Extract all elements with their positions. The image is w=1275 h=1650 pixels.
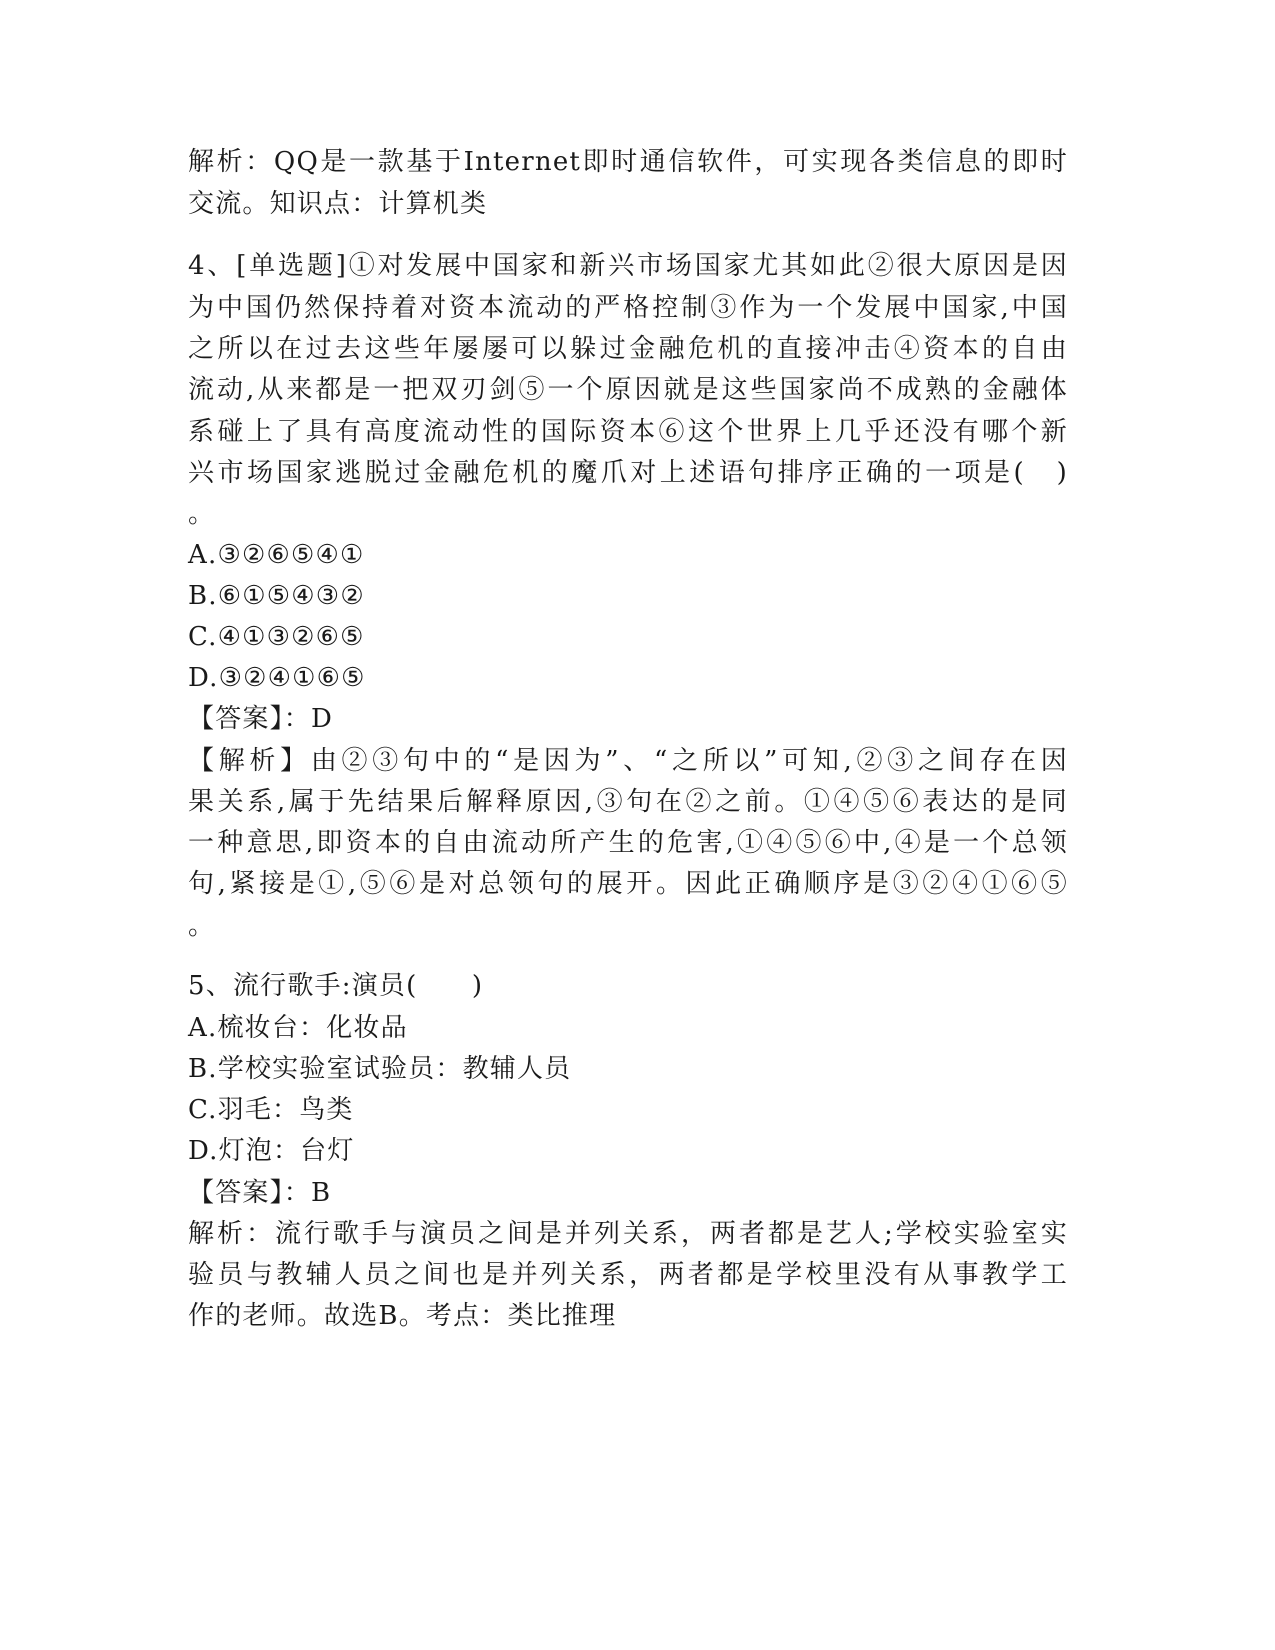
q5-option-c: C.羽毛：鸟类 <box>188 1095 354 1125</box>
q4-explanation-line-2: 果关系,属于先结果后解释原因,③句在②之前。①④⑤⑥表达的是同 <box>188 787 1068 817</box>
q3-explanation-line-2: 交流。知识点：计算机类 <box>188 189 488 219</box>
q4-stem-line-4: 流动,从来都是一把双刃剑⑤一个原因就是这些国家尚不成熟的金融体 <box>188 375 1068 405</box>
q4-option-d: D.③②④①⑥⑤ <box>188 663 366 693</box>
q3-explanation-line-1: 解析：QQ是一款基于Internet即时通信软件，可实现各类信息的即时 <box>188 147 1068 177</box>
q4-stem-line-7: 。 <box>188 499 216 529</box>
q5-explanation-line-2: 验员与教辅人员之间也是并列关系，两者都是学校里没有从事教学工 <box>188 1260 1068 1290</box>
q4-explanation-line-1: 【解析】由②③句中的“是因为”、“之所以”可知,②③之间存在因 <box>188 746 1068 776</box>
q5-option-d: D.灯泡：台灯 <box>188 1136 355 1166</box>
q4-option-b: B.⑥①⑤④③② <box>188 581 365 611</box>
q5-option-a: A.梳妆台：化妆品 <box>188 1013 408 1043</box>
q4-stem-line-2: 为中国仍然保持着对资本流动的严格控制③作为一个发展中国家,中国 <box>188 293 1068 323</box>
q4-explanation-line-3: 一种意思,即资本的自由流动所产生的危害,①④⑤⑥中,④是一个总领 <box>188 828 1068 858</box>
q4-stem-line-3: 之所以在过去这些年屡屡可以躲过金融危机的直接冲击④资本的自由 <box>188 334 1068 364</box>
q4-option-a: A.③②⑥⑤④① <box>188 540 365 570</box>
q5-answer: 【答案】：B <box>188 1178 332 1208</box>
q4-answer: 【答案】：D <box>188 704 334 734</box>
q4-stem-line-6: 兴市场国家逃脱过金融危机的魔爪对上述语句排序正确的一项是( ) <box>188 458 1068 488</box>
q4-stem-line-1: 4、[单选题]①对发展中国家和新兴市场国家尤其如此②很大原因是因 <box>188 251 1068 281</box>
q4-option-c: C.④①③②⑥⑤ <box>188 622 365 652</box>
q5-stem: 5、流行歌手:演员( ) <box>188 971 484 1001</box>
q5-explanation-line-3: 作的老师。故选B。考点：类比推理 <box>188 1301 617 1331</box>
q5-option-b: B.学校实验室试验员：教辅人员 <box>188 1054 572 1084</box>
q4-explanation-line-5: 。 <box>188 911 216 941</box>
q4-stem-line-5: 系碰上了具有高度流动性的国际资本⑥这个世界上几乎还没有哪个新 <box>188 417 1068 447</box>
q4-explanation-line-4: 句,紧接是①,⑤⑥是对总领句的展开。因此正确顺序是③②④①⑥⑤ <box>188 869 1068 899</box>
q5-explanation-line-1: 解析：流行歌手与演员之间是并列关系，两者都是艺人;学校实验室实 <box>188 1219 1068 1249</box>
